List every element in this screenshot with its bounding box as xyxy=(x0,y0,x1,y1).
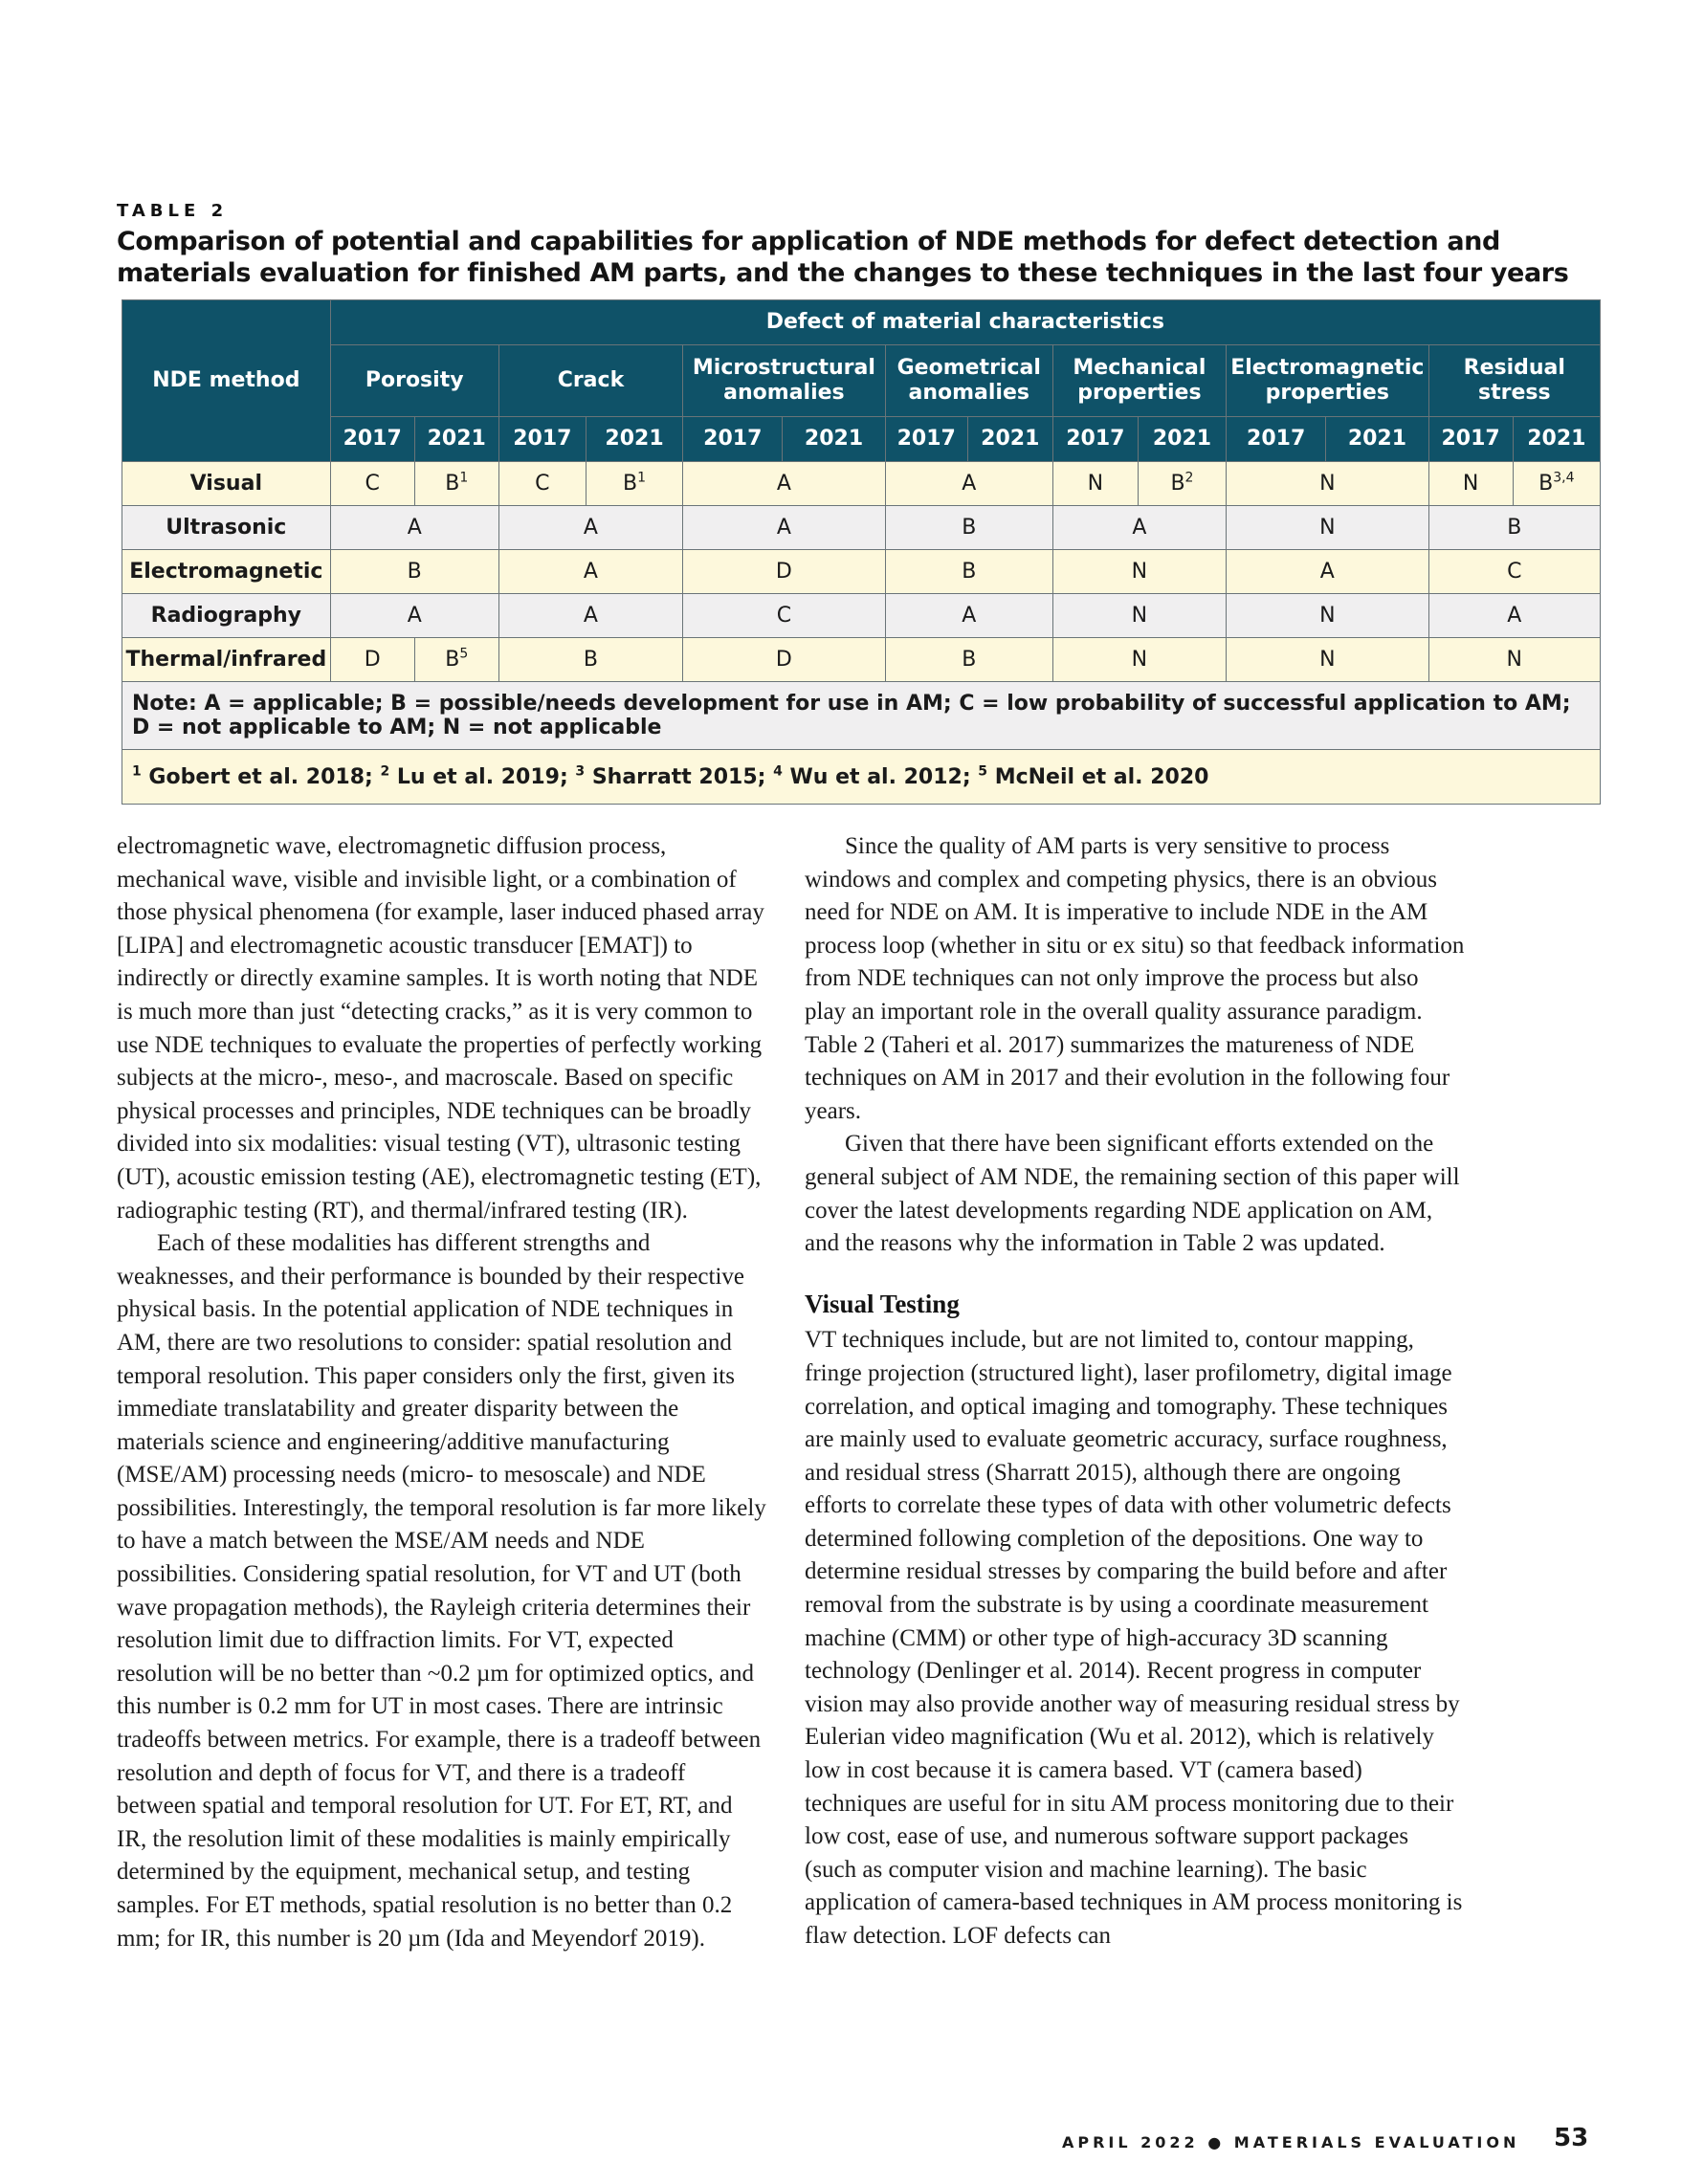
reference-number: 1 xyxy=(132,763,142,780)
rating-cell xyxy=(1138,462,1226,506)
rating-value: A xyxy=(583,516,598,540)
reference-number: 3 xyxy=(575,763,586,780)
rating-value: N xyxy=(1319,472,1336,496)
table-row xyxy=(122,550,1601,594)
rating-value: N xyxy=(1131,604,1148,628)
right-column xyxy=(805,830,1465,1953)
table-row xyxy=(122,462,1601,506)
rating-cell xyxy=(330,550,498,594)
rating-cell xyxy=(414,462,498,506)
rating-value: N xyxy=(1087,472,1104,496)
rating-value: A xyxy=(583,604,598,628)
rating-cell xyxy=(498,462,586,506)
rating-cell xyxy=(1428,550,1600,594)
rating-value: B xyxy=(962,516,977,540)
rating-value: N xyxy=(1131,648,1148,672)
rating-value: A xyxy=(407,604,422,628)
rating-cell xyxy=(1428,594,1600,638)
reference-number: 4 xyxy=(773,763,783,780)
method-cell: Radiography xyxy=(122,594,331,638)
year-header: 2021 xyxy=(783,417,885,462)
reference-text: Sharratt 2015; xyxy=(585,764,774,789)
rating-value: A xyxy=(962,604,977,628)
reference-text: Wu et al. 2012; xyxy=(782,764,979,789)
rating-cell xyxy=(498,594,682,638)
category-header: Geometrical anomalies xyxy=(885,345,1052,417)
rating-value: B xyxy=(1170,472,1185,496)
table-references xyxy=(122,750,1601,805)
rating-value: N xyxy=(1462,472,1479,496)
rating-cell xyxy=(1428,638,1600,682)
year-header: 2021 xyxy=(1513,417,1600,462)
table-row xyxy=(122,506,1601,550)
rating-value: B xyxy=(623,472,638,496)
rating-cell xyxy=(330,462,414,506)
rating-cell xyxy=(1227,550,1429,594)
rating-cell xyxy=(330,506,498,550)
left-paragraph-2: Each of these modalities has different strengths and weaknesses, and their performance is bounded by their respective physical basis. In the potential application of NDE techniques in AM, there are two resolutions to consider: spatial resolution and temporal resolution. This paper considers only the first, given its immediate translatability and greater disparity between the materials science and engineering/additive manufacturing (MSE/AM) processing needs (micro- to mesoscale) and NDE possibilities. Interestingly, the temporal resolution is far more likely to have a match between the MSE/AM needs and NDE possibilities. Considering spatial resolution, for VT and UT (both wave propagation methods), the Rayleigh criteria determines their resolution limit due to diffraction limits. For VT, expected resolution will be no better than ~0.2 µm for optimized optics, and this number is 0.2 mm for UT in most cases. There are intrinsic tradeoffs between metrics. For example, there is a tradeoff between resolution and depth of focus for VT, and there is a tradeoff between spatial and temporal resolution for UT. For ET, RT, and IR, the resolution limit of these modalities is mainly empirically determined by the equipment, mechanical setup, and testing samples. For ET methods, spatial resolution is no better than 0.2 mm; for IR, this number is 20 µm (Ida and Meyendorf 2019). xyxy=(117,1230,766,1952)
left-paragraph-1: electromagnetic wave, electromagnetic diffusion process, mechanical wave, visible and invisible light, or a combination of those physical phenomena (for example, laser induced phased array [LIPA] and electromagnetic acoustic transducer [EMAT]) to indirectly or directly examine samples. It is worth noting that NDE is much more than just “detecting cracks,” as it is very common to use NDE techniques to evaluate the properties of perfectly working subjects at the micro-, meso-, and macroscale. Based on specific physical processes and principles, NDE techniques can be broadly divided into six modalities: visual testing (VT), ultrasonic testing (UT), acoustic emission testing (AE), electromagnetic testing (ET), radiographic testing (RT), and thermal/infrared testing (IR). xyxy=(117,833,764,1224)
rating-cell xyxy=(1227,638,1429,682)
rating-value: B xyxy=(1538,472,1554,496)
category-header: Electromagnetic properties xyxy=(1227,345,1429,417)
rating-value: N xyxy=(1506,648,1523,672)
category-header: Crack xyxy=(498,345,682,417)
year-header: 2021 xyxy=(1326,417,1428,462)
rating-cell xyxy=(1052,506,1226,550)
method-cell: Visual xyxy=(122,462,331,506)
rating-value: B xyxy=(583,648,598,672)
left-column xyxy=(117,830,767,1955)
right-paragraph-3: VT techniques include, but are not limited to, contour mapping, fringe projection (structured light), laser profilometry, digital image correlation, and optical imaging and tomography. These techniques are mainly used to evaluate geometric accuracy, surface roughness, and residual stress (Sharratt 2015), although there are ongoing efforts to correlate these types of data with other volumetric defects determined following completion of the depositions. One way to determine residual stresses by comparing the build before and after removal from the substrate is by using a coordinate measurement machine (CMM) or other type of high-accuracy 3D scanning technology (Denlinger et al. 2014). Recent progress in computer vision may also provide another way of measuring residual stress by Eulerian video magnification (Wu et al. 2012), which is relatively low in cost because it is camera based. VT (camera based) techniques are useful for in situ AM process monitoring due to their low cost, ease of use, and numerous software support packages (such as computer vision and machine learning). The basic application of camera-based techniques in AM process monitoring is flaw detection. LOF defects can xyxy=(805,1327,1463,1949)
rating-value: B xyxy=(445,472,460,496)
running-footer: APRIL 2022 ● MATERIALS EVALUATION xyxy=(1062,2133,1520,2151)
rating-value: A xyxy=(1132,516,1147,540)
reference-number: 5 xyxy=(978,763,988,780)
category-header: Mechanical properties xyxy=(1052,345,1226,417)
rating-cell xyxy=(683,462,886,506)
rating-value: A xyxy=(776,472,791,496)
rating-value: D xyxy=(775,560,792,584)
right-paragraph-2: Given that there have been significant efforts extended on the general subject of AM NDE, the remaining section of this paper will cover the latest developments regarding NDE application on AM, and the reasons why the information in Table 2 was updated. xyxy=(805,1131,1460,1257)
rating-cell xyxy=(1052,638,1226,682)
year-header: 2017 xyxy=(885,417,967,462)
year-header: 2021 xyxy=(586,417,682,462)
method-cell: Electromagnetic xyxy=(122,550,331,594)
rating-value: C xyxy=(776,604,792,628)
right-paragraph-1: Since the quality of AM parts is very sensitive to process windows and complex and competing physics, there is an obvious need for NDE on AM. It is imperative to include NDE in the AM process loop (whether in situ or ex situ) so that feedback information from NDE techniques can not only improve the process but also play an important role in the overall quality assurance paradigm. Table 2 (Taheri et al. 2017) summarizes the matureness of NDE techniques on AM in 2017 and their evolution in the following four years. xyxy=(805,833,1465,1124)
reference-text: Gobert et al. 2018; xyxy=(141,764,381,789)
rating-value: D xyxy=(775,648,792,672)
table-label: TABLE 2 xyxy=(117,201,229,221)
rating-cell xyxy=(683,550,886,594)
method-cell: Ultrasonic xyxy=(122,506,331,550)
table-row xyxy=(122,638,1601,682)
rating-cell xyxy=(586,462,682,506)
year-header: 2021 xyxy=(1138,417,1226,462)
rating-cell xyxy=(498,506,682,550)
rating-value: B xyxy=(445,648,460,672)
rating-value: A xyxy=(583,560,598,584)
reference-superscript: 3,4 xyxy=(1553,470,1575,486)
rating-cell xyxy=(885,594,1052,638)
group-header: Defect of material characteristics xyxy=(330,300,1600,345)
reference-number: 2 xyxy=(380,763,390,780)
method-cell: Thermal/infrared xyxy=(122,638,331,682)
rating-cell xyxy=(1052,594,1226,638)
reference-superscript: 1 xyxy=(459,470,469,486)
category-header: Porosity xyxy=(330,345,498,417)
rating-value: A xyxy=(1319,560,1335,584)
rating-value: N xyxy=(1319,648,1336,672)
year-header: 2017 xyxy=(683,417,783,462)
rating-cell xyxy=(683,506,886,550)
year-header: 2017 xyxy=(1428,417,1513,462)
rating-cell xyxy=(885,638,1052,682)
year-header-row xyxy=(122,417,1601,462)
method-header: NDE method xyxy=(122,300,331,462)
rating-cell xyxy=(885,462,1052,506)
nde-comparison-table xyxy=(122,299,1601,805)
rating-cell xyxy=(1052,550,1226,594)
rating-cell xyxy=(1052,462,1138,506)
rating-cell xyxy=(1513,462,1600,506)
year-header: 2017 xyxy=(330,417,414,462)
rating-value: C xyxy=(1507,560,1522,584)
rating-cell xyxy=(885,506,1052,550)
rating-value: N xyxy=(1319,516,1336,540)
rating-cell xyxy=(498,638,682,682)
rating-cell xyxy=(1227,506,1429,550)
rating-cell xyxy=(1428,462,1513,506)
rating-value: C xyxy=(365,472,380,496)
reference-text: McNeil et al. 2020 xyxy=(987,764,1209,789)
rating-value: A xyxy=(1507,604,1522,628)
table-note: Note: A = applicable; B = possible/needs development for use in AM; C = low probability of successful application to AM; D = not applicable to AM; N = not applicable xyxy=(122,682,1601,750)
rating-cell xyxy=(330,638,414,682)
table-body xyxy=(122,462,1601,682)
reference-superscript: 2 xyxy=(1184,470,1194,486)
category-header: Microstructural anomalies xyxy=(683,345,886,417)
year-header: 2017 xyxy=(1227,417,1326,462)
rating-cell xyxy=(1227,462,1429,506)
rating-cell xyxy=(683,594,886,638)
rating-cell xyxy=(885,550,1052,594)
rating-value: A xyxy=(407,516,422,540)
rating-value: C xyxy=(535,472,550,496)
rating-cell xyxy=(1428,506,1600,550)
rating-value: N xyxy=(1131,560,1148,584)
reference-text: Lu et al. 2019; xyxy=(389,764,576,789)
year-header: 2021 xyxy=(414,417,498,462)
page-number: 53 xyxy=(1554,2124,1589,2152)
reference-superscript: 5 xyxy=(459,646,469,662)
rating-value: B xyxy=(962,648,977,672)
table-title: Comparison of potential and capabilities for application of NDE methods for defect detection and materials evaluation for finished AM parts, and the changes to these techniques in the last four years xyxy=(117,227,1569,288)
rating-cell xyxy=(1227,594,1429,638)
rating-cell xyxy=(330,594,498,638)
year-header: 2017 xyxy=(498,417,586,462)
table-row xyxy=(122,594,1601,638)
rating-cell xyxy=(414,638,498,682)
category-header-row xyxy=(122,345,1601,417)
reference-superscript: 1 xyxy=(637,470,647,486)
rating-cell xyxy=(498,550,682,594)
rating-value: A xyxy=(776,516,791,540)
category-header: Residual stress xyxy=(1428,345,1600,417)
rating-value: B xyxy=(407,560,422,584)
rating-value: B xyxy=(1507,516,1522,540)
rating-value: B xyxy=(962,560,977,584)
year-header: 2017 xyxy=(1052,417,1138,462)
rating-value: A xyxy=(962,472,977,496)
rating-value: N xyxy=(1319,604,1336,628)
section-heading-visual-testing: Visual Testing xyxy=(805,1289,960,1318)
year-header: 2021 xyxy=(967,417,1052,462)
rating-value: D xyxy=(364,648,381,672)
rating-cell xyxy=(683,638,886,682)
